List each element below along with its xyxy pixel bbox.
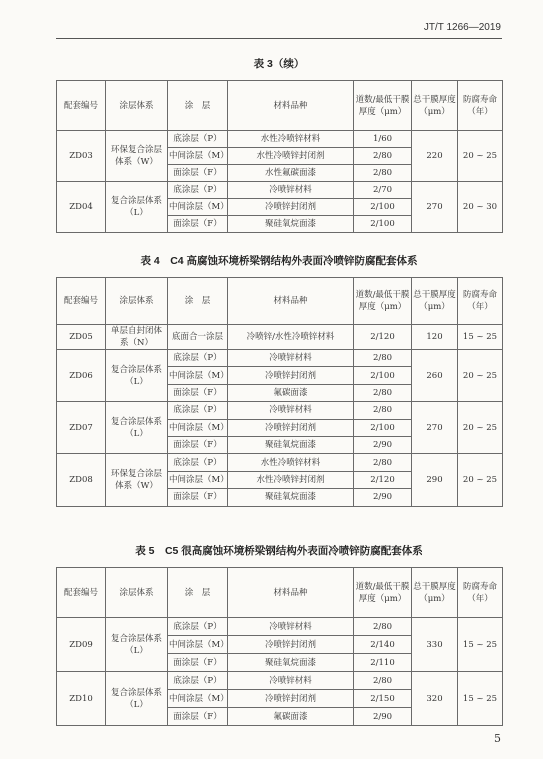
coating-system: 复合涂层体系（L） [106, 402, 168, 454]
col-header-life: 防腐寿命（年） [458, 568, 503, 618]
coats-min-thickness: 2/80 [354, 672, 412, 690]
coating-layer: 中间涂层（M） [168, 148, 228, 165]
coating-system: 单层自封闭体系（N） [106, 325, 168, 350]
coating-layer: 中间涂层（M） [168, 419, 228, 436]
table-row [57, 618, 503, 636]
col-header-total: 总干膜厚度（μm） [412, 81, 458, 131]
table4 [56, 277, 503, 507]
material-type: 水性冷喷锌材料 [228, 131, 354, 148]
coats-min-thickness: 2/150 [354, 690, 412, 708]
col-header-thickness: 道数/最低干膜厚度（μm） [354, 278, 412, 325]
table3-caption: 表 3（续） [253, 58, 305, 70]
table3 [56, 80, 503, 233]
col-header-code: 配套编号 [57, 81, 106, 131]
coating-layer: 面涂层（F） [168, 489, 228, 506]
coating-layer: 面涂层（F） [168, 654, 228, 672]
coating-system: 复合涂层体系（L） [106, 618, 168, 672]
material-type: 冷喷锌材料 [228, 182, 354, 199]
coats-min-thickness: 2/90 [354, 708, 412, 726]
coating-layer: 面涂层（F） [168, 216, 228, 233]
table-row [57, 402, 503, 419]
coats-min-thickness: 2/80 [354, 454, 412, 471]
config-code: ZD09 [57, 618, 106, 672]
coats-min-thickness: 2/120 [354, 471, 412, 488]
coats-min-thickness: 2/80 [354, 148, 412, 165]
total-thickness: 320 [412, 672, 458, 726]
material-type: 冷喷锌材料 [228, 402, 354, 419]
coating-layer: 底涂层（P） [168, 672, 228, 690]
config-code: ZD03 [57, 131, 106, 182]
page-number: 5 [494, 732, 501, 745]
total-thickness: 330 [412, 618, 458, 672]
coating-system: 复合涂层体系（L） [106, 672, 168, 726]
total-thickness: 260 [412, 350, 458, 402]
protection-life: 20 ~ 25 [458, 402, 503, 454]
coats-min-thickness: 2/80 [354, 402, 412, 419]
coats-min-thickness: 2/90 [354, 436, 412, 453]
coating-layer: 底涂层（P） [168, 182, 228, 199]
material-type: 聚硅氧烷面漆 [228, 654, 354, 672]
coats-min-thickness: 2/140 [354, 636, 412, 654]
coats-min-thickness: 2/100 [354, 199, 412, 216]
material-type: 氟碳面漆 [228, 384, 354, 401]
material-type: 水性冷喷锌封闭剂 [228, 471, 354, 488]
col-header-system: 涂层体系 [106, 278, 168, 325]
coating-layer: 中间涂层（M） [168, 367, 228, 384]
material-type: 冷喷锌/水性冷喷锌材料 [228, 325, 354, 350]
coats-min-thickness: 2/100 [354, 216, 412, 233]
coats-min-thickness: 2/120 [354, 325, 412, 350]
material-type: 冷喷锌封闭剂 [228, 690, 354, 708]
total-thickness: 220 [412, 131, 458, 182]
protection-life: 20 ~ 25 [458, 350, 503, 402]
protection-life: 20 ~ 30 [458, 182, 503, 233]
col-header-material: 材料品种 [228, 568, 354, 618]
total-thickness: 120 [412, 325, 458, 350]
material-type: 水性冷喷锌材料 [228, 454, 354, 471]
protection-life: 15 ~ 25 [458, 672, 503, 726]
coating-layer: 中间涂层（M） [168, 471, 228, 488]
coats-min-thickness: 2/100 [354, 367, 412, 384]
col-header-layer: 涂 层 [168, 278, 228, 325]
col-header-total: 总干膜厚度（μm） [412, 278, 458, 325]
config-code: ZD05 [57, 325, 106, 350]
coating-system: 复合涂层体系（L） [106, 182, 168, 233]
coats-min-thickness: 2/80 [354, 165, 412, 182]
coating-layer: 底涂层（P） [168, 454, 228, 471]
total-thickness: 290 [412, 454, 458, 506]
col-header-life: 防腐寿命（年） [458, 278, 503, 325]
material-type: 冷喷锌封闭剂 [228, 636, 354, 654]
coats-min-thickness: 2/100 [354, 419, 412, 436]
coats-min-thickness: 2/110 [354, 654, 412, 672]
coating-layer: 底涂层（P） [168, 350, 228, 367]
material-type: 冷喷锌材料 [228, 350, 354, 367]
table5 [56, 567, 503, 726]
protection-life: 20 ~ 25 [458, 131, 503, 182]
coating-layer: 底涂层（P） [168, 618, 228, 636]
material-type: 氟碳面漆 [228, 708, 354, 726]
table4-caption: 表 4 C4 高腐蚀环境桥梁钢结构外表面冷喷锌防腐配套体系 [140, 255, 418, 267]
header-rule [56, 38, 502, 39]
col-header-total: 总干膜厚度（μm） [412, 568, 458, 618]
col-header-life: 防腐寿命（年） [458, 81, 503, 131]
config-code: ZD08 [57, 454, 106, 506]
header-row [57, 278, 503, 325]
material-type: 冷喷锌封闭剂 [228, 199, 354, 216]
table-row [57, 131, 503, 148]
material-type: 水性冷喷锌封闭剂 [228, 148, 354, 165]
material-type: 冷喷锌封闭剂 [228, 419, 354, 436]
coating-system: 环保复合涂层体系（W） [106, 454, 168, 506]
coating-layer: 底涂层（P） [168, 131, 228, 148]
table-row [57, 325, 503, 350]
coats-min-thickness: 2/90 [354, 489, 412, 506]
protection-life: 20 ~ 25 [458, 454, 503, 506]
col-header-thickness: 道数/最低干膜厚度（μm） [354, 81, 412, 131]
material-type: 冷喷锌封闭剂 [228, 367, 354, 384]
col-header-material: 材料品种 [228, 81, 354, 131]
material-type: 冷喷锌材料 [228, 672, 354, 690]
standard-number: JT/T 1266—2019 [423, 22, 501, 33]
table5-caption: 表 5 C5 很高腐蚀环境桥梁钢结构外表面冷喷锌防腐配套体系 [135, 545, 423, 557]
material-type: 水性氟碳面漆 [228, 165, 354, 182]
table-row [57, 672, 503, 690]
coating-layer: 中间涂层（M） [168, 636, 228, 654]
coating-layer: 面涂层（F） [168, 165, 228, 182]
table-row [57, 182, 503, 199]
total-thickness: 270 [412, 182, 458, 233]
col-header-layer: 涂 层 [168, 81, 228, 131]
coats-min-thickness: 1/60 [354, 131, 412, 148]
coating-layer: 面涂层（F） [168, 436, 228, 453]
coats-min-thickness: 2/80 [354, 350, 412, 367]
header-row [57, 568, 503, 618]
total-thickness: 270 [412, 402, 458, 454]
material-type: 聚硅氧烷面漆 [228, 216, 354, 233]
col-header-system: 涂层体系 [106, 568, 168, 618]
coating-layer: 底涂层（P） [168, 402, 228, 419]
coating-layer: 面涂层（F） [168, 384, 228, 401]
coating-layer: 中间涂层（M） [168, 199, 228, 216]
material-type: 冷喷锌材料 [228, 618, 354, 636]
coats-min-thickness: 2/80 [354, 618, 412, 636]
coats-min-thickness: 2/70 [354, 182, 412, 199]
material-type: 聚硅氧烷面漆 [228, 436, 354, 453]
coating-system: 复合涂层体系（L） [106, 350, 168, 402]
coats-min-thickness: 2/80 [354, 384, 412, 401]
material-type: 聚硅氧烷面漆 [228, 489, 354, 506]
config-code: ZD04 [57, 182, 106, 233]
coating-layer: 底面合一涂层 [168, 325, 228, 350]
col-header-code: 配套编号 [57, 278, 106, 325]
protection-life: 15 ~ 25 [458, 325, 503, 350]
col-header-thickness: 道数/最低干膜厚度（μm） [354, 568, 412, 618]
coating-layer: 面涂层（F） [168, 708, 228, 726]
protection-life: 15 ~ 25 [458, 618, 503, 672]
col-header-code: 配套编号 [57, 568, 106, 618]
col-header-layer: 涂 层 [168, 568, 228, 618]
config-code: ZD10 [57, 672, 106, 726]
col-header-material: 材料品种 [228, 278, 354, 325]
coating-layer: 中间涂层（M） [168, 690, 228, 708]
header-row [57, 81, 503, 131]
table-row [57, 350, 503, 367]
config-code: ZD06 [57, 350, 106, 402]
col-header-system: 涂层体系 [106, 81, 168, 131]
config-code: ZD07 [57, 402, 106, 454]
coating-system: 环保复合涂层体系（W） [106, 131, 168, 182]
table-row [57, 454, 503, 471]
